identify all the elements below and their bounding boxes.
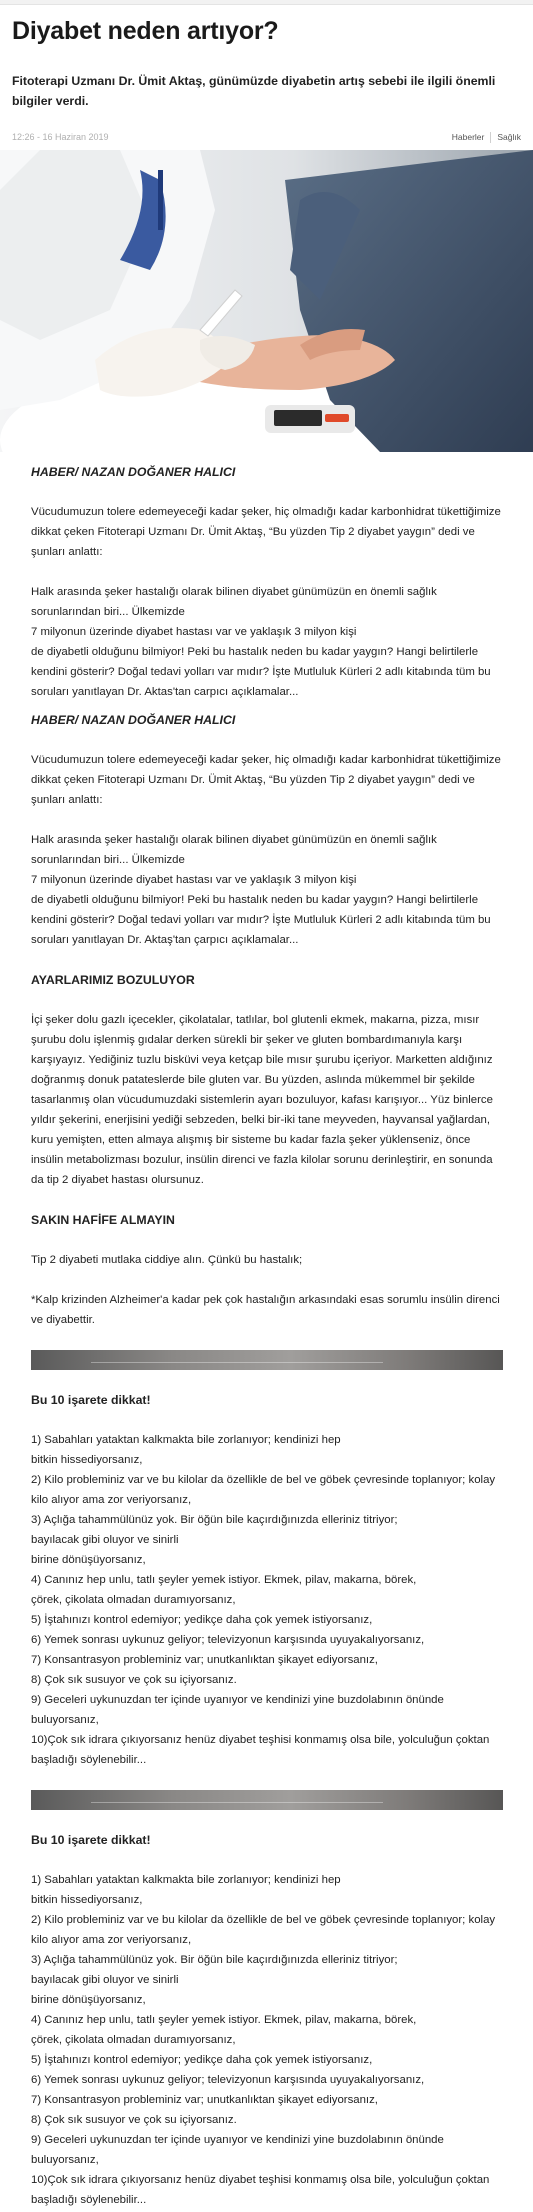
- list-item: bitkin hissediyorsanız,: [31, 1454, 143, 1466]
- list-item: bitkin hissediyorsanız,: [31, 1894, 143, 1906]
- list-item: 4) Canınız hep unlu, tatlı şeyler yemek istiyor. Ekmek, pilav, makarna, börek,: [31, 1574, 417, 1586]
- intro-paragraph-repeat: Vücudumuzun tolere edemeyeceği kadar şeker, hiç olmadığı kadar karbonhidrat tükettiğimize dikkat çeken Fitoterapi Uzmanı Dr. Ümit Aktaş, “Bu yüzden Tip 2 diyabet yaygın” dedi ve şunları anlattı:: [31, 754, 501, 806]
- section-paragraph-hafife: Tip 2 diyabeti mutlaka ciddiye alın. Çünkü bu hastalık;: [31, 1254, 303, 1266]
- list-item: 7) Konsantrasyon probleminiz var; unutkanlıktan şikayet ediyorsanız,: [31, 1654, 378, 1666]
- list-item: 5) İştahınızı kontrol edemiyor; yedikçe daha çok yemek istiyorsanız,: [31, 1614, 373, 1626]
- inline-image-strip-2: [31, 1790, 503, 1810]
- warning-list: [31, 1430, 503, 1770]
- list-item: 10)Çok sık idrara çıkıyorsanız henüz diyabet teşhisi konmamış olsa bile, yolculuğun çoktan başladığı söylenebilir...: [31, 1734, 490, 1766]
- article-lead: Fitoterapi Uzmanı Dr. Ümit Aktaş, günümüzde diyabetin artış sebebi ile ilgili önemli bilgiler verdi.: [12, 74, 496, 108]
- list-item: 5) İştahınızı kontrol edemiyor; yedikçe daha çok yemek istiyorsanız,: [31, 2054, 373, 2066]
- article-body: [31, 454, 503, 2210]
- list-item: 2) Kilo probleminiz var ve bu kilolar da özellikle de bel ve göbek çevresinde toplanıyor; kolay kilo alıyor ama zor veriyorsanız,: [31, 1474, 496, 1506]
- list-item: 1) Sabahları yataktan kalkmakta bile zorlanıyor; kendinizi hep: [31, 1874, 341, 1886]
- publish-date: 12:26 - 16 Haziran 2019: [12, 132, 109, 142]
- list-item: 1) Sabahları yataktan kalkmakta bile zorlanıyor; kendinizi hep: [31, 1434, 341, 1446]
- list-item: çörek, çikolata olmadan duramıyorsanız,: [31, 2034, 236, 2046]
- list-item: 10)Çok sık idrara çıkıyorsanız henüz diyabet teşhisi konmamış olsa bile, yolculuğun çoktan başladığı söylenebilir...: [31, 2174, 490, 2206]
- list-item: 8) Çok sık susuyor ve çok su içiyorsanız.: [31, 2114, 237, 2126]
- list-item: 6) Yemek sonrası uykunuz geliyor; televizyonun karşısında uyuyakalıyorsanız,: [31, 2074, 425, 2086]
- list-item: 8) Çok sık susuyor ve çok su içiyorsanız.: [31, 1674, 237, 1686]
- list-item: 9) Geceleri uykunuzdan ter içinde uyanıyor ve kendinizi yine buzdolabının önünde buluyorsanız,: [31, 1694, 444, 1726]
- article-meta: [12, 129, 521, 145]
- list-item: 2) Kilo probleminiz var ve bu kilolar da özellikle de bel ve göbek çevresinde toplanıyor; kolay kilo alıyor ama zor veriyorsanız,: [31, 1914, 496, 1946]
- list-item: bayılacak gibi oluyor ve sinirli: [31, 1534, 179, 1546]
- byline: HABER/ NAZAN DOĞANER HALICI: [31, 465, 236, 479]
- section-paragraph-ayarlarimiz: İçi şeker dolu gazlı içecekler, çikolatalar, tatlılar, bol glutenli ekmek, makarna, pizza, mısır şurubu dolu işlenmiş gıdalar derken sürekli bir şeker ve gluten bombardımanıyla karşı karşıyayız. Yediğiniz tuzlu bisküvi veya ketçap bile mısır şurubu içeriyor. Marketten aldığınız doğranmış donuk patateslerde bile gluten var. Bu yüzden, aslında mükemmel bir şekilde tasarlanmış olan vücudumuzdaki sistemlerin ayarı bozuluyor, kafası karışıyor... Yüz binlerce yıldır şekerini, enerjisini yediği sebzeden, belki bir-iki tane meyveden, hayvansal yağlardan, kuru yemişten, etten almaya alışmış bir sisteme bu kadar fazla şeker yüklenseniz, önce insülin metabolizması bozulur, insülin direnci ve fazla kilolar sorunu derinleştirir, en sonunda da tip 2 diyabet hastası olursunuz.: [31, 1014, 493, 1186]
- list-item: birine dönüşüyorsanız,: [31, 1554, 146, 1566]
- category-divider: [490, 132, 491, 143]
- category-link-saglik[interactable]: Sağlık: [497, 132, 521, 142]
- category-links: [452, 132, 521, 143]
- warning-list-repeat: [31, 1870, 503, 2210]
- list-heading-repeat: Bu 10 işarete dikkat!: [31, 1833, 151, 1847]
- list-heading: Bu 10 işarete dikkat!: [31, 1393, 151, 1407]
- list-item: 9) Geceleri uykunuzdan ter içinde uyanıyor ve kendinizi yine buzdolabının önünde buluyorsanız,: [31, 2134, 444, 2166]
- byline-repeat: HABER/ NAZAN DOĞANER HALICI: [31, 713, 236, 727]
- list-item: çörek, çikolata olmadan duramıyorsanız,: [31, 1594, 236, 1606]
- doctor-glucose-test-illustration: [0, 150, 533, 452]
- hero-image: [0, 150, 533, 452]
- category-link-haberler[interactable]: Haberler: [451, 132, 485, 142]
- inline-image-strip: [31, 1350, 503, 1370]
- list-item: 7) Konsantrasyon probleminiz var; unutkanlıktan şikayet ediyorsanız,: [31, 2094, 378, 2106]
- teaser-paragraph-repeat: Halk arasında şeker hastalığı olarak bilinen diyabet günümüzün en önemli sağlık sorunlarından biri... Ülkemizde 7 milyonun üzerinde diyabet hastası var ve yaklaşık 3 milyon kişi de diyabetli olduğunu bilmiyor! Peki bu hastalık neden bu kadar yaygın? Hangi belirtilerle kendini gösterir? Doğal tedavi yolları var mıdır? İşte Mutluluk Kürleri 2 adlı kitabında tüm bu soruları yanıtlayan Dr. Aktaş'tan çarpıcı açıklamalar...: [31, 834, 491, 946]
- list-item: 3) Açlığa tahammülünüz yok. Bir öğün bile kaçırdığınızda elleriniz titriyor;: [31, 1954, 398, 1966]
- intro-paragraph: Vücudumuzun tolere edemeyeceği kadar şeker, hiç olmadığı kadar karbonhidrat tükettiğimize dikkat çeken Fitoterapi Uzmanı Dr. Ümit Aktaş, “Bu yüzden Tip 2 diyabet yaygın” dedi ve şunları anlattı:: [31, 506, 501, 558]
- list-item: 6) Yemek sonrası uykunuz geliyor; televizyonun karşısında uyuyakalıyorsanız,: [31, 1634, 425, 1646]
- article-header: [0, 5, 533, 145]
- section-paragraph-alzheimer: *Kalp krizinden Alzheimer'a kadar pek çok hastalığın arkasındaki esas sorumlu insülin direnci ve diyabettir.: [31, 1294, 500, 1326]
- page-title: Diyabet neden artıyor?: [12, 17, 279, 45]
- list-item: 3) Açlığa tahammülünüz yok. Bir öğün bile kaçırdığınızda elleriniz titriyor;: [31, 1514, 398, 1526]
- section-heading-ayarlarimiz: AYARLARIMIZ BOZULUYOR: [31, 973, 195, 987]
- list-item: bayılacak gibi oluyor ve sinirli: [31, 1974, 179, 1986]
- teaser-paragraph: Halk arasında şeker hastalığı olarak bilinen diyabet günümüzün en önemli sağlık sorunlarından biri... Ülkemizde 7 milyonun üzerinde diyabet hastası var ve yaklaşık 3 milyon kişi de diyabetli olduğunu bilmiyor! Peki bu hastalık neden bu kadar yaygın? Hangi belirtilerle kendini gösterir? Doğal tedavi yolları var mıdır? İşte Mutluluk Kürleri 2 adlı kitabında tüm bu soruları yanıtlayan Dr. Aktas'tan carpıcı açıklamalar...: [31, 586, 491, 698]
- section-heading-hafife: SAKIN HAFİFE ALMAYIN: [31, 1213, 175, 1227]
- list-item: 4) Canınız hep unlu, tatlı şeyler yemek istiyor. Ekmek, pilav, makarna, börek,: [31, 2014, 417, 2026]
- list-item: birine dönüşüyorsanız,: [31, 1994, 146, 2006]
